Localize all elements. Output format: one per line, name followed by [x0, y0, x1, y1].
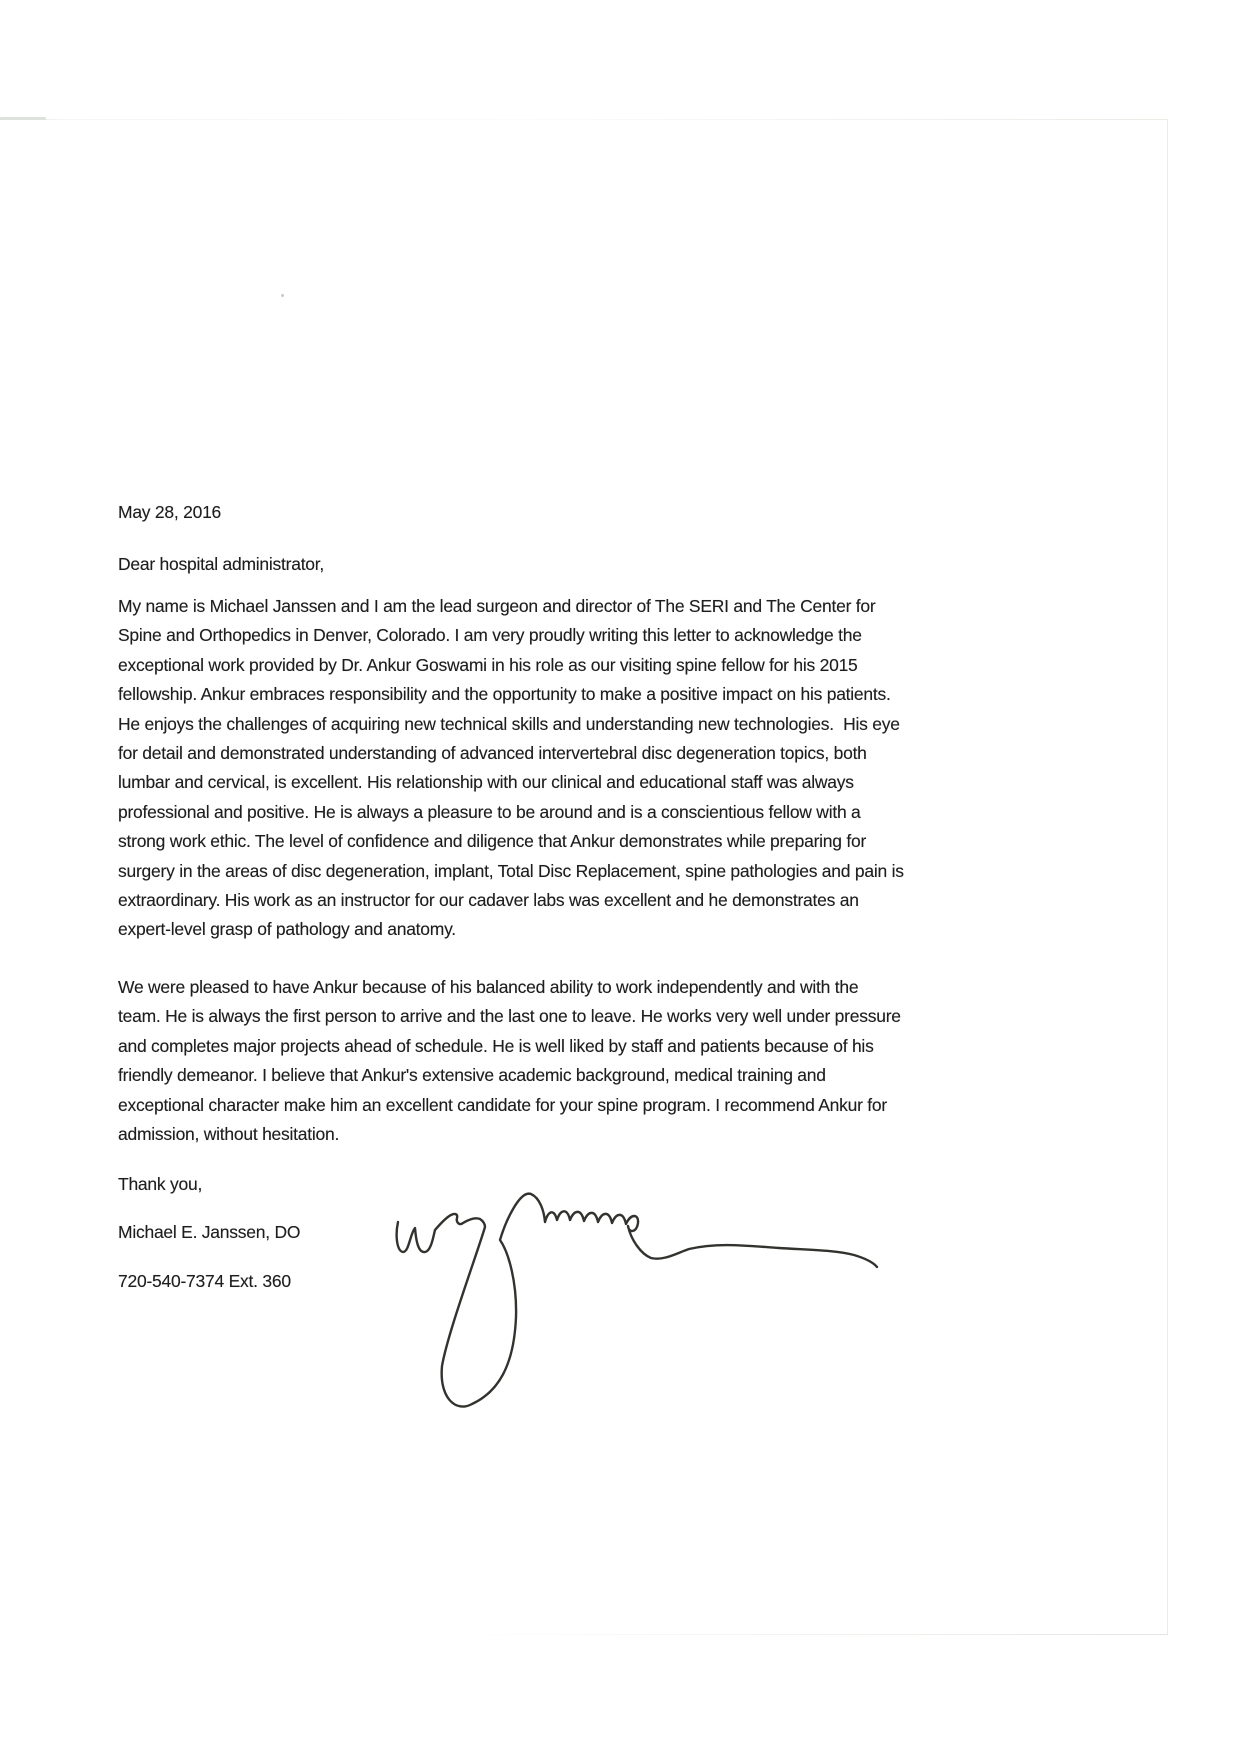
letter-paragraph-1: [118, 592, 904, 945]
letter-line: exceptional work provided by Dr. Ankur Goswami in his role as our visiting spine fellow for his 2015: [118, 654, 858, 675]
letter-line: friendly demeanor. I believe that Ankur's extensive academic background, medical training and: [118, 1065, 826, 1086]
letter-line: extraordinary. His work as an instructor for our cadaver labs was excellent and he demonstrates an: [118, 890, 859, 911]
letter-line: and completes major projects ahead of schedule. He is well liked by staff and patients because of his: [118, 1035, 874, 1056]
scan-page-edge-right: [1167, 119, 1168, 1634]
scan-artifact-speck: [281, 294, 284, 297]
scan-page-edge-bottom: [430, 1634, 1168, 1635]
letter-line: strong work ethic. The level of confidence and diligence that Ankur demonstrates while preparing for: [118, 831, 867, 852]
letter-line: We were pleased to have Ankur because of his balanced ability to work independently and with the: [118, 977, 859, 997]
letter-line: surgery in the areas of disc degeneration, implant, Total Disc Replacement, spine pathologies and pain is: [118, 860, 904, 881]
letter-line: for detail and demonstrated understanding of advanced intervertebral disc degeneration topics, both: [118, 743, 867, 764]
letter-paragraph-2: [118, 973, 901, 1149]
letter-line: professional and positive. He is always a pleasure to be around and is a conscientious fellow with a: [118, 801, 861, 822]
letter-line: fellowship. Ankur embraces responsibility and the opportunity to make a positive impact on his patients.: [118, 684, 891, 705]
scan-artifact-dash: [0, 117, 46, 120]
letter-line: My name is Michael Janssen and I am the lead surgeon and director of The SERI and The Center for: [118, 596, 876, 616]
signer-phone: 720-540-7374 Ext. 360: [118, 1271, 291, 1291]
letter-line: He enjoys the challenges of acquiring new technical skills and understanding new technologies. His eye: [118, 713, 900, 734]
scan-page-edge-top: [0, 119, 1167, 120]
letter-line: Spine and Orthopedics in Denver, Colorado. I am very proudly writing this letter to acknowledge the: [118, 625, 862, 646]
letter-salutation: Dear hospital administrator,: [118, 554, 325, 574]
letter-line: exceptional character make him an excellent candidate for your spine program. I recommend Ankur for: [118, 1094, 887, 1115]
letter-line: expert-level grasp of pathology and anatomy.: [118, 919, 456, 940]
handwritten-signature: [388, 1152, 888, 1452]
letter-line: admission, without hesitation.: [118, 1124, 340, 1145]
letter-line: lumbar and cervical, is excellent. His relationship with our clinical and educational staff was always: [118, 772, 854, 793]
letter-closing: Thank you,: [118, 1174, 203, 1194]
letter-date: May 28, 2016: [118, 502, 222, 522]
signer-name: Michael E. Janssen, DO: [118, 1222, 301, 1242]
letter-line: team. He is always the first person to arrive and the last one to leave. He works very well under pressure: [118, 1006, 901, 1027]
